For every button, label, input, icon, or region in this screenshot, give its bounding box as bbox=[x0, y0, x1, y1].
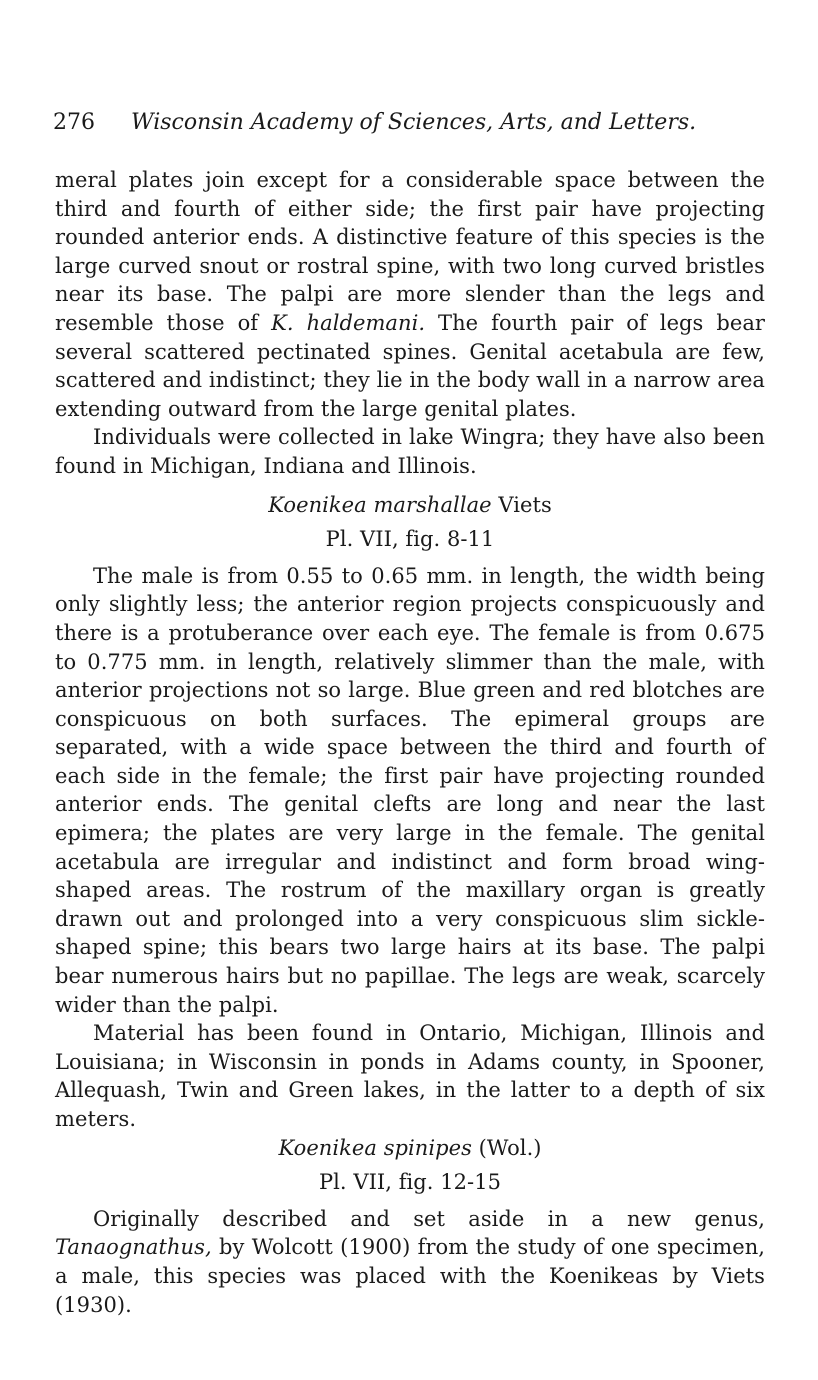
species-heading bbox=[55, 1134, 765, 1163]
paragraph-text: Originally described and set aside in a new genus, bbox=[93, 1206, 765, 1231]
species-heading bbox=[55, 491, 765, 520]
paragraph-distribution: Material has been found in Ontario, Michigan, Illinois and Louisiana; in Wisconsin in ponds in Adams county, in Spooner, Allequash, Twin and Green lakes, in the latter to a depth of six meters. bbox=[55, 1021, 765, 1131]
species-author: (Wol.) bbox=[478, 1135, 542, 1160]
paragraph-description: The male is from 0.55 to 0.65 mm. in length, the width being only slightly less; the anterior region projects conspicuously and there is a protuberance over each eye. The female is from 0.675 to 0.775 mm. in length, relatively slimmer than the male, with anterior projections not so large. Blue green and red blotches are conspicuous on both surfaces. The epimeral groups are separated, with a wide space between the third and fourth of each side in the female; the first pair have projecting rounded anterior ends. The genital clefts are long and near the last epimera; the plates are very large in the female. The genital acetabula are irregular and indistinct and form broad wing-shaped areas. The rostrum of the maxillary organ is greatly drawn out and prolonged into a very conspicuous slim sickle-shaped spine; this bears two large hairs at its base. The palpi bear numerous hairs but no papillae. The legs are weak, scarcely wider than the palpi. bbox=[55, 563, 765, 1017]
species-author: Viets bbox=[498, 492, 552, 517]
paragraph-history bbox=[55, 1205, 765, 1319]
paragraph-text: by Wolcott (1900) from the study of one specimen, a male, this species was placed with the Koenikeas by Viets (1930). bbox=[55, 1235, 765, 1317]
paragraph-distribution: Individuals were collected in lake Wingra; they have also been found in Michigan, Indiana and Illinois. bbox=[55, 425, 765, 478]
paragraph-continued bbox=[55, 166, 765, 423]
page-number: 276 bbox=[53, 110, 95, 135]
plate-reference: Pl. VII, fig. 8-11 bbox=[325, 527, 495, 552]
plate-reference: Pl. VII, fig. 12-15 bbox=[318, 1170, 502, 1195]
species-reference: K. haldemani. bbox=[271, 310, 426, 335]
species-name: Koenikea marshallae bbox=[268, 492, 492, 517]
running-header bbox=[53, 108, 773, 138]
paragraph-text: meral plates join except for a considerable space between the third and fourth of either side; the first pair have projecting rounded anterior ends. A distinctive feature of this species is the large curved snout or rostral spine, with two long curved bristles near its base. The palpi are more slender than the legs and resemble those of bbox=[55, 168, 765, 335]
genus-name: Tanaognathus, bbox=[55, 1235, 212, 1260]
journal-title: Wisconsin Academy of Sciences, Arts, and Letters. bbox=[131, 110, 697, 135]
body-text bbox=[55, 166, 765, 1319]
paragraph-text: The fourth pair of legs bear several scattered pectinated spines. Genital acetabula are few, scattered and indistinct; they lie in the body wall in a narrow area extending outward from the large genital plates. bbox=[55, 310, 765, 421]
species-name: Koenikea spinipes bbox=[278, 1135, 472, 1160]
